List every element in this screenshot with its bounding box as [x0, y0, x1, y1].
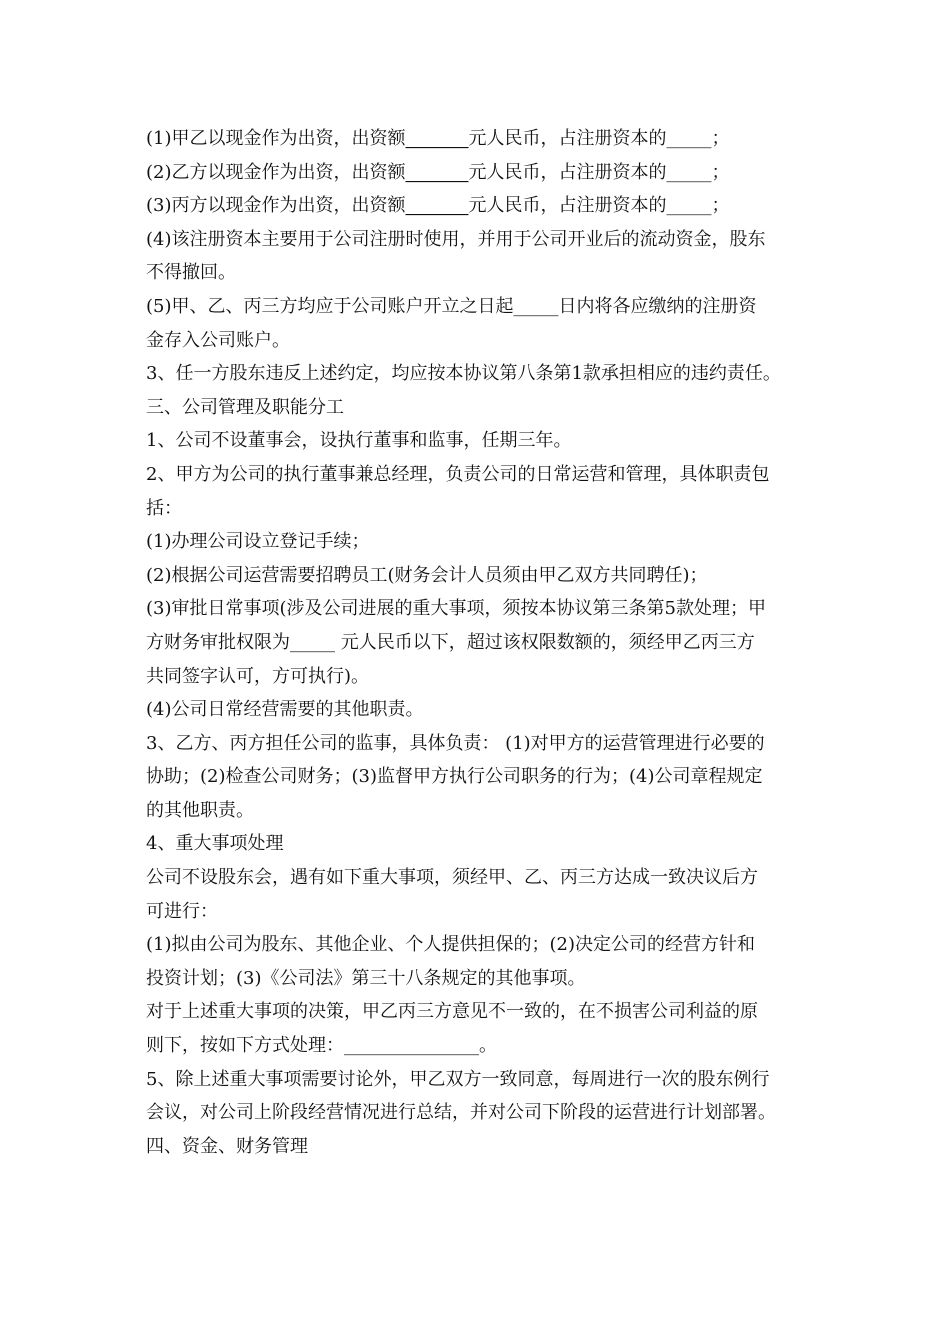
clause-line: 1、公司不设董事会，设执行董事和监事，任期三年。	[146, 430, 572, 452]
percent-blank: _____	[666, 161, 712, 183]
clause-line: 3、任一方股东违反上述约定，均应按本协议第八条第1款承担相应的违约责任。	[146, 363, 781, 385]
subsection-heading: 4、重大事项处理	[146, 833, 284, 855]
clause-line: 投资计划；(3)《公司法》第三十八条规定的其他事项。	[146, 967, 586, 989]
clause-line: (1)甲乙以现金作为出资，出资额_______元人民币，占注册资本的_____；	[146, 128, 730, 149]
section-heading: 三、公司管理及职能分工	[146, 396, 344, 418]
clause-line: (2)乙方以现金作为出资，出资额_______元人民币，占注册资本的_____；	[146, 161, 730, 183]
clause-line: (3)审批日常事项(涉及公司进展的重大事项，须按本协议第三条第5款处理；甲	[146, 598, 766, 620]
clause-line: (3)丙方以现金作为出资，出资额_______元人民币，占注册资本的_____；	[146, 195, 730, 217]
clause-line: 协助；(2)检查公司财务；(3)监督甲方执行公司职务的行为；(4)公司章程规定	[146, 766, 763, 788]
clause-line: 方财务审批权限为_____ 元人民币以下，超过该权限数额的，须经甲乙丙三方	[146, 631, 755, 653]
amount-blank: _______	[405, 161, 469, 183]
clause-line: (1)办理公司设立登记手续；	[146, 531, 370, 553]
percent-blank: _____	[666, 195, 712, 217]
clause-line: 共同签字认可，方可执行)。	[146, 665, 370, 687]
clause-line: 会议，对公司上阶段经营情况进行总结，并对公司下阶段的运营进行计划部署。	[146, 1102, 776, 1124]
clause-line: 不得撤回。	[146, 262, 236, 284]
clause-line: 则下，按如下方式处理：_______________。	[146, 1035, 497, 1057]
clause-line: (2)根据公司运营需要招聘员工(财务会计人员须由甲乙双方共同聘任)；	[146, 564, 708, 586]
percent-blank: _____	[666, 128, 712, 149]
clause-line: 可进行：	[146, 900, 218, 922]
clause-line: (1)拟由公司为股东、其他企业、个人提供担保的；(2)决定公司的经营方针和	[146, 934, 755, 956]
section-heading: 四、资金、财务管理	[146, 1135, 308, 1157]
amount-blank: _______	[405, 128, 469, 149]
clause-line: 公司不设股东会，遇有如下重大事项，须经甲、乙、丙三方达成一致决议后方	[146, 867, 758, 889]
clause-line: (4)公司日常经营需要的其他职责。	[146, 699, 424, 721]
clause-line: (4)该注册资本主要用于公司注册时使用，并用于公司开业后的流动资金，股东	[146, 228, 766, 250]
clause-line: 括：	[146, 497, 182, 519]
clause-line: 金存入公司账户。	[146, 329, 290, 351]
clause-line: 的其他职责。	[146, 799, 254, 821]
clause-line: 5、除上述重大事项需要讨论外，甲乙双方一致同意，每周进行一次的股东例行	[146, 1068, 770, 1090]
clause-line: 2、甲方为公司的执行董事兼总经理，负责公司的日常运营和管理，具体职责包	[146, 463, 770, 485]
amount-blank: _______	[405, 195, 469, 217]
clause-line: (5)甲、乙、丙三方均应于公司账户开立之日起_____日内将各应缴纳的注册资	[146, 295, 757, 317]
clause-line: 对于上述重大事项的决策，甲乙丙三方意见不一致的，在不损害公司利益的原	[146, 1001, 758, 1023]
document-body	[146, 122, 826, 1163]
clause-line: 3、乙方、丙方担任公司的监事，具体负责： (1)对甲方的运营管理进行必要的	[146, 732, 765, 754]
